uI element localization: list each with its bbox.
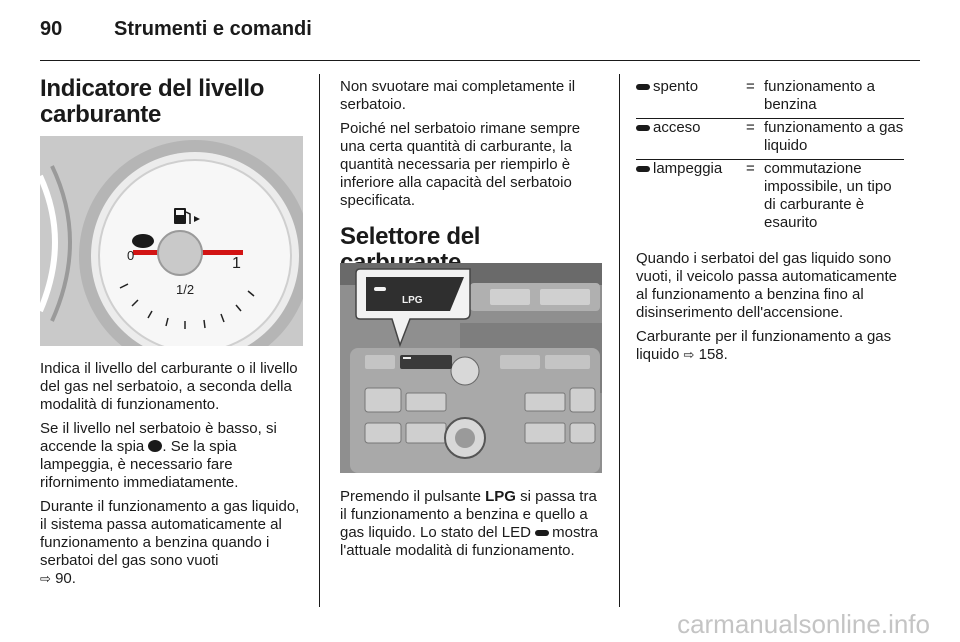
column-1-text <box>40 360 306 595</box>
lpg-led-icon <box>535 530 549 536</box>
page-number: 90 <box>40 18 63 40</box>
fuel-gauge-heading: Indicatore del livello carburante <box>40 75 265 128</box>
table-row: spento = funzionamento a benzina <box>636 78 904 119</box>
fuel-selector-heading: Selettore del <box>340 223 481 250</box>
led-status-table <box>636 78 904 236</box>
fuel-selector-illustration <box>340 263 602 473</box>
paragraph-lpg-ref: Carburante per il funzionamento a gas liquido ⇨ 158. <box>636 328 892 363</box>
paragraph: Poiché nel serbatoio rimane sempre una certa quantità di carburante, la quantità necessaria per riempirlo è inferiore alla capacità del serbatoio specificata. <box>340 120 581 209</box>
table-row: lampeggia = commutazione impossibile, un tipo di carburante è esaurito <box>636 160 904 237</box>
low-fuel-light-icon <box>148 440 162 452</box>
page-reference-icon: ⇨ <box>683 348 695 363</box>
gauge-label-half: 1/2 <box>176 282 195 297</box>
led-icon <box>636 125 650 131</box>
fuel-gauge-illustration <box>40 136 303 346</box>
watermark: carmanualsonline.info <box>677 609 930 639</box>
header-title: Strumenti e comandi <box>114 18 312 40</box>
page-reference: 158. <box>698 346 728 363</box>
header-rule <box>40 60 920 61</box>
column-3 <box>636 78 904 371</box>
column-2-text <box>340 488 604 566</box>
fuel-selector-figure <box>340 263 602 473</box>
gauge-label-full: 1 <box>232 255 241 272</box>
led-icon <box>636 84 650 90</box>
column-divider-1 <box>319 74 320 607</box>
lpg-button-label: LPG <box>402 295 423 306</box>
page-reference: 90. <box>55 570 76 587</box>
paragraph-warning-light: Se il livello nel serbatoio è basso, si accende la spia . Se la spia lampeggia, è necessario fare rifornimento immediatamente. <box>40 420 277 491</box>
page-reference-icon: ⇨ <box>40 572 51 587</box>
paragraph-lpg-switch: Durante il funzionamento a gas liquido, il sistema passa automaticamente al funzionamento a benzina quando i serbatoi del gas sono vuoti ⇨ 90. <box>40 498 300 587</box>
gauge-label-empty: 0 <box>127 248 135 263</box>
column-1 <box>40 76 305 128</box>
page-header <box>40 18 312 41</box>
paragraph: Quando i serbatoi del gas liquido sono vuoti, il veicolo passa automaticamente al funzionamento a benzina fino al disinserimento dell'accensione. <box>636 250 897 321</box>
table-row: acceso = funzionamento a gas liquido <box>636 119 904 160</box>
paragraph: Non svuotare mai completamente il serbatoio. <box>340 78 576 113</box>
fuel-gauge-figure <box>40 136 303 346</box>
lpg-keyword: LPG <box>485 488 516 505</box>
led-icon <box>636 166 650 172</box>
column-2 <box>340 78 604 276</box>
paragraph-lpg-button: Premendo il pulsante LPG si passa tra il funzionamento a benzina e quello a gas liquido. Lo stato del LED mostra l'attuale modalità di funzionamento. <box>340 488 598 559</box>
column-divider-2 <box>619 74 620 607</box>
paragraph: Indica il livello del carburante o il livello del gas nel serbatoio, a seconda della modalità di funzionamento. <box>40 360 298 413</box>
